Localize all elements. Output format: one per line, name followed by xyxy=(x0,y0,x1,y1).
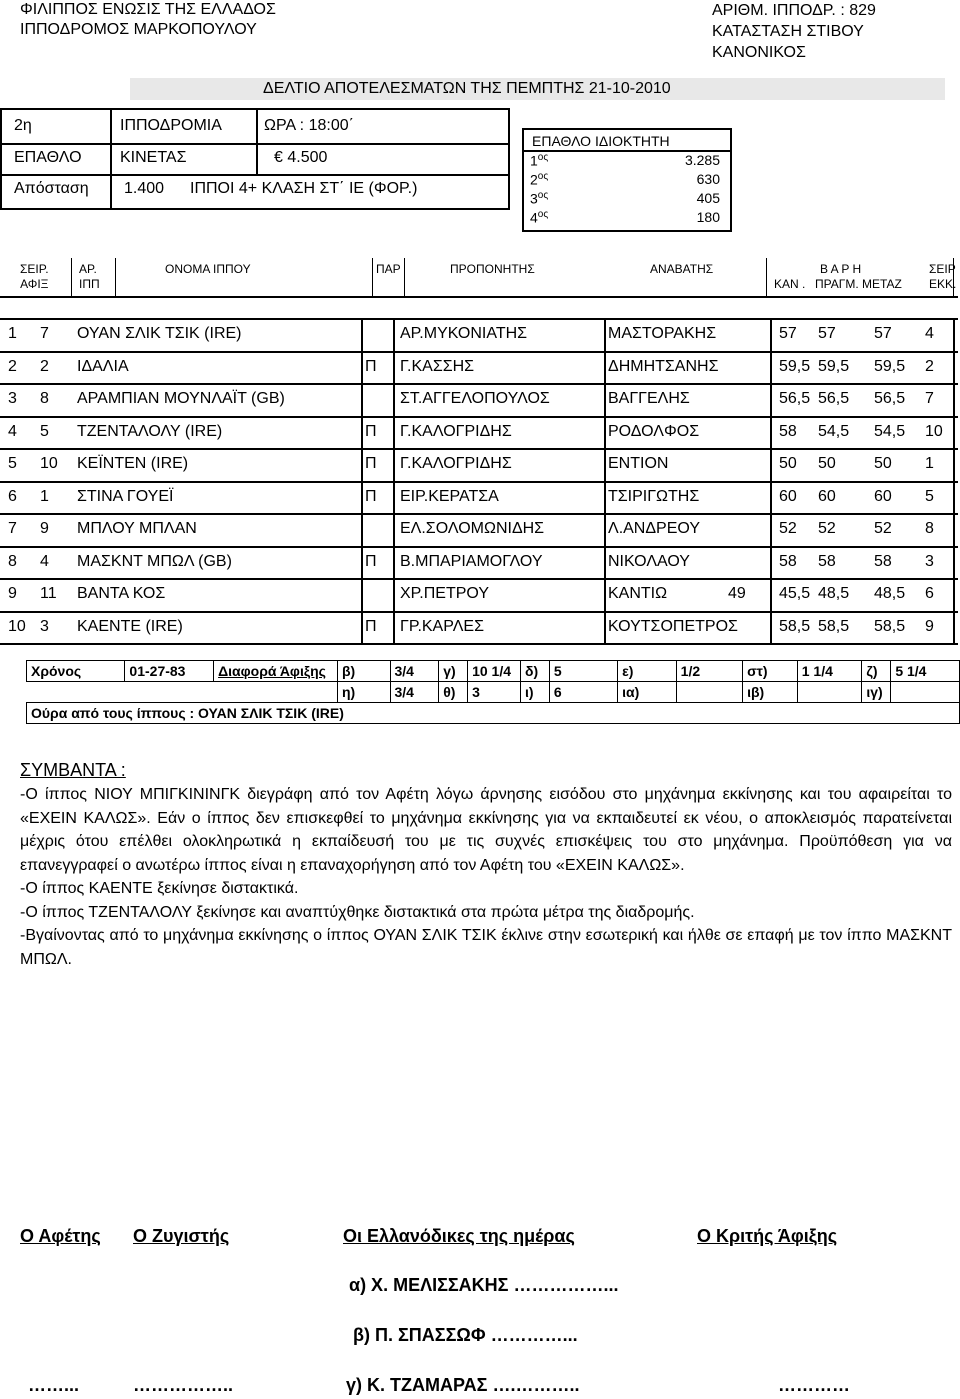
prize-place: 2 xyxy=(530,171,538,188)
row-start-position: 2 xyxy=(925,357,934,375)
row-weight-handicap: 52 xyxy=(779,520,797,537)
row-horse-number: 11 xyxy=(40,585,57,602)
prize-place-suffix: ος xyxy=(537,171,549,182)
steward-b: β) Π. ΣΠΑΣΣΩΦ …………... xyxy=(353,1325,578,1345)
table-row xyxy=(0,613,958,646)
row-weight-handicap: 57 xyxy=(779,325,797,342)
row-jockey: ΚΟΥΤΣΟΠΕΤΡΟΣ xyxy=(608,617,738,635)
row-horse-number: 9 xyxy=(40,520,49,537)
row-weight-carried: 58,5 xyxy=(874,617,906,635)
row-weight-carried: 60 xyxy=(874,487,892,505)
row-start-position: 4 xyxy=(925,325,934,342)
time-label-text: Χρόνος xyxy=(31,663,82,679)
row-weight-actual: 57 xyxy=(818,325,836,342)
weigher-signature: Ο Ζυγιστής xyxy=(133,1226,230,1246)
track-condition-label: ΚΑΤΑΣΤΑΣΗ ΣΤΙΒΟΥ xyxy=(712,23,864,40)
row-weight-carried: 59,5 xyxy=(874,357,906,375)
row-weight-carried: 50 xyxy=(874,455,892,472)
table-row xyxy=(0,385,958,418)
margin-b-label: β) xyxy=(337,661,390,682)
row-weight-handicap: 60 xyxy=(779,487,797,505)
prize-place: 3 xyxy=(530,190,538,207)
row-position: 2 xyxy=(8,357,17,375)
col-horse: ΟΝΟΜΑ ΙΠΠΟΥ xyxy=(165,262,251,276)
prize-place-suffix: ος xyxy=(537,152,549,163)
distance-label: Απόσταση xyxy=(14,180,89,197)
prize-place-suffix: ος xyxy=(537,190,549,201)
meeting-info xyxy=(712,0,876,63)
margin-ia-value xyxy=(676,682,742,703)
row-position: 4 xyxy=(8,422,17,440)
margin-ib-value xyxy=(797,682,862,703)
col-weight-handicap: ΚΑΝ . xyxy=(774,277,806,291)
table-row xyxy=(0,418,958,451)
margin-i-label: ι) xyxy=(521,682,550,703)
prize-row xyxy=(530,152,720,171)
row-horse-name: ΙΔΑΛΙΑ xyxy=(77,357,129,375)
row-weight-carried: 48,5 xyxy=(874,585,906,602)
prize-amount: 630 xyxy=(696,171,720,187)
row-weight-handicap: 50 xyxy=(779,455,797,472)
row-weight-actual: 58 xyxy=(818,552,836,570)
margin-st-label: στ) xyxy=(743,661,798,682)
racecourse-name: ΙΠΠΟΔΡΟΜΟΣ ΜΑΡΚΟΠΟΥΛΟΥ xyxy=(20,21,257,38)
row-trainer: ΕΙΡ.ΚΕΡΑΤΣΑ xyxy=(400,487,499,505)
margin-e-value: 1/2 xyxy=(676,661,742,682)
stewards-signature: Οι Ελλανόδικες της ημέρας xyxy=(343,1226,575,1246)
timing-table xyxy=(26,660,960,724)
margin-ig-label: ιγ) xyxy=(862,682,891,703)
row-horse-name: ΑΡΑΜΠΙΑΝ ΜΟΥΝΛΑΪΤ (GB) xyxy=(77,390,285,407)
prize-place-suffix: ος xyxy=(537,209,549,220)
row-trainer: ΓΡ.ΚΑΡΛΕΣ xyxy=(400,617,484,635)
starter-dots: ……... xyxy=(28,1375,80,1395)
table-row xyxy=(0,515,958,548)
owner-prize-title: ΕΠΑΘΛΟ ΙΔΙΟΚΤΗΤΗ xyxy=(532,133,670,149)
row-horse-name: ΟΥΑΝ ΣΛΙΚ ΤΣΙΚ (IRE) xyxy=(77,325,242,342)
row-position: 9 xyxy=(8,585,17,602)
row-position: 10 xyxy=(8,617,26,635)
row-trainer: Γ.ΚΑΛΟΓΡΙΔΗΣ xyxy=(400,455,512,472)
steward-c: γ) Κ. ΤΖΑΜΑΡΑΣ ….……….. xyxy=(346,1375,580,1395)
row-start-position: 9 xyxy=(925,617,934,635)
col-start-line2: ΕΚΚ. xyxy=(929,277,957,291)
row-weight-handicap: 56,5 xyxy=(779,390,811,407)
row-horse-name: ΚΑΕΝΤΕ (IRE) xyxy=(77,617,183,635)
prize-row xyxy=(530,209,720,228)
margin-d-value: 5 xyxy=(549,661,617,682)
row-start-position: 1 xyxy=(925,455,934,472)
owner-prize-list xyxy=(530,152,720,228)
prize-amount: 405 xyxy=(696,190,720,206)
table-row xyxy=(0,548,958,581)
incidents-section xyxy=(20,760,952,971)
row-position: 3 xyxy=(8,390,17,407)
row-jockey: ΕΝΤΙΟΝ xyxy=(608,455,669,472)
col-number-line2: ΙΠΠ xyxy=(79,277,100,291)
row-trainer: ΑΡ.ΜΥΚΟΝΙΑΤΗΣ xyxy=(400,325,528,342)
margin-z-label: ζ) xyxy=(862,661,891,682)
margin-c-value: 10 1/4 xyxy=(468,661,521,682)
incident-note: -Βγαίνοντας από το μηχάνημα εκκίνησης ο ίππος ΟΥΑΝ ΣΛΙΚ ΤΣΙΚ έκλινε στην εσωτερική και ήλθε σε επαφή με τον ίππο ΜΑΣΚΝΤ ΜΠΩΛ. xyxy=(20,927,952,968)
row-trainer: ΕΛ.ΣΟΛΟΜΩΝΙΔΗΣ xyxy=(400,520,545,537)
row-par: Π xyxy=(365,617,377,635)
track-condition: ΚΑΝΟΝΙΚΟΣ xyxy=(712,44,806,61)
row-weight-handicap: 45,5 xyxy=(779,585,811,602)
owner-prize-box xyxy=(522,128,732,232)
row-weight-actual: 48,5 xyxy=(818,585,850,602)
row-position: 8 xyxy=(8,552,17,570)
row-position: 6 xyxy=(8,487,17,505)
table-row xyxy=(0,353,958,386)
row-horse-name: ΚΕΪΝΤΕΝ (IRE) xyxy=(77,455,189,472)
margin-ib-label: ιβ) xyxy=(743,682,798,703)
margin-ia-label: ια) xyxy=(618,682,677,703)
row-position: 7 xyxy=(8,520,17,537)
margin-h-label: η) xyxy=(337,682,390,703)
col-start xyxy=(929,262,956,292)
prize-label: ΕΠΑΘΛΟ xyxy=(14,149,82,166)
row-horse-number: 3 xyxy=(40,617,49,635)
row-horse-name: ΜΠΛΟΥ ΜΠΛΑΝ xyxy=(77,520,197,537)
time-label xyxy=(27,661,125,682)
race-info-box xyxy=(0,108,510,210)
row-jockey: ΔΗΜΗΤΣΑΝΗΣ xyxy=(608,357,719,375)
margin-i-value: 6 xyxy=(549,682,617,703)
row-par: Π xyxy=(365,487,377,505)
row-start-position: 8 xyxy=(925,520,934,537)
row-jockey: ΜΑΣΤΟΡΑΚΗΣ xyxy=(608,325,717,342)
row-start-position: 3 xyxy=(925,552,934,570)
margin-b-value: 3/4 xyxy=(390,661,439,682)
timing-box xyxy=(26,660,960,724)
col-jockey: ΑΝΑΒΑΤΗΣ xyxy=(650,262,714,276)
race-number: 2η xyxy=(14,117,32,134)
row-jockey-allowance: 49 xyxy=(728,585,746,602)
col-order-line1: ΣΕΙΡ. xyxy=(20,262,49,276)
row-horse-number: 2 xyxy=(40,357,49,375)
row-jockey: Λ.ΑΝΔΡΕΟΥ xyxy=(608,520,700,537)
row-horse-number: 10 xyxy=(40,455,58,472)
race-distance: 1.400 xyxy=(124,180,165,197)
margin-e-label: ε) xyxy=(618,661,677,682)
association-header xyxy=(20,0,276,40)
incidents-title: ΣΥΜΒΑΝΤΑ : xyxy=(20,760,126,780)
row-weight-handicap: 58 xyxy=(779,422,797,440)
row-weight-actual: 50 xyxy=(818,455,836,472)
row-trainer: ΣΤ.ΑΓΓΕΛΟΠΟΥΛΟΣ xyxy=(400,390,550,407)
row-weight-carried: 52 xyxy=(874,520,892,537)
row-start-position: 10 xyxy=(925,422,943,440)
row-jockey: ΚΑΝΤΙΩ xyxy=(608,585,668,602)
row-horse-number: 7 xyxy=(40,325,49,342)
meeting-number: ΑΡΙΘΜ. ΙΠΠΟΔΡ. : 829 xyxy=(712,2,876,19)
row-horse-number: 4 xyxy=(40,552,49,570)
row-start-position: 7 xyxy=(925,390,934,407)
prize-row xyxy=(530,190,720,209)
row-trainer: Γ.ΚΑΣΣΗΣ xyxy=(400,357,475,375)
incident-note: -Ο ίππος ΤΖΕΝΤΑΛΟΛΥ ξεκίνησε και αναπτύχθηκε διστακτικά στα πρώτα μέτρα της διαδρομής. xyxy=(20,903,695,921)
margin-z-value: 5 1/4 xyxy=(891,661,960,682)
row-weight-actual: 56,5 xyxy=(818,390,850,407)
race-time: ΩΡΑ : 18:00΄ xyxy=(264,117,354,134)
col-weight-carried: ΜΕΤΑΖ xyxy=(862,277,902,291)
time-value-text: 01-27-83 xyxy=(129,663,186,679)
starter-signature: Ο Αφέτης xyxy=(20,1226,101,1246)
col-weights: Β Α Ρ Η xyxy=(820,262,862,276)
row-position: 1 xyxy=(8,325,17,342)
margin-label-text: Διαφορά Άφιξης xyxy=(218,663,326,679)
row-horse-name: ΤΖΕΝΤΑΛΟΛΥ (IRE) xyxy=(77,422,223,440)
table-row xyxy=(0,483,958,516)
row-horse-name: ΣΤΙΝΑ ΓΟΥΕΪ xyxy=(77,487,174,505)
margin-th-label: θ) xyxy=(439,682,468,703)
row-weight-actual: 54,5 xyxy=(818,422,850,440)
row-horse-number: 8 xyxy=(40,390,49,407)
prize-amount: 180 xyxy=(696,209,720,225)
race-label: ΙΠΠΟΔΡΟΜΙΑ xyxy=(120,117,222,134)
row-horse-number: 5 xyxy=(40,422,49,440)
row-trainer: ΧΡ.ΠΕΤΡΟΥ xyxy=(400,585,490,602)
col-order xyxy=(20,262,49,292)
association-name: ΦΙΛΙΠΠΟΣ ΕΝΩΣΙΣ ΤΗΣ ΕΛΛΑΔΟΣ xyxy=(20,1,276,18)
prize-place: 4 xyxy=(530,209,538,226)
row-weight-actual: 60 xyxy=(818,487,836,505)
row-trainer: Γ.ΚΑΛΟΓΡΙΔΗΣ xyxy=(400,422,512,440)
col-trainer: ΠΡΟΠΟΝΗΤΗΣ xyxy=(450,262,535,276)
row-jockey: ΤΣΙΡΙΓΩΤΗΣ xyxy=(608,487,700,505)
judge-dots: ………… xyxy=(778,1375,850,1395)
row-weight-handicap: 58 xyxy=(779,552,797,570)
row-weight-actual: 52 xyxy=(818,520,836,537)
race-prize: € 4.500 xyxy=(274,149,328,166)
results-header xyxy=(0,258,958,298)
prize-row xyxy=(530,171,720,190)
margin-c-label: γ) xyxy=(439,661,468,682)
weigher-dots: …………….. xyxy=(133,1375,234,1395)
race-class: ΙΠΠΟΙ 4+ ΚΛΑΣΗ ΣΤ΄ ΙΕ (ΦΟΡ.) xyxy=(190,180,418,197)
row-horse-name: ΒΑΝΤΑ ΚΟΣ xyxy=(77,585,166,602)
bulletin-title-bar xyxy=(130,78,945,100)
col-weight-actual: ΠΡΑΓΜ. xyxy=(815,277,859,291)
row-jockey: ΡΟΔΟΛΦΟΣ xyxy=(608,422,700,440)
results-table xyxy=(0,318,958,645)
col-order-line2: ΑΦΙΞ xyxy=(20,277,49,291)
row-weight-handicap: 58,5 xyxy=(779,617,811,635)
margin-d-label: δ) xyxy=(521,661,550,682)
row-weight-actual: 59,5 xyxy=(818,357,850,375)
steward-a: α) Χ. ΜΕΛΙΣΣΑΚΗΣ ……………... xyxy=(349,1275,619,1295)
row-start-position: 5 xyxy=(925,487,934,505)
col-par: ΠΑΡ xyxy=(376,262,401,276)
row-horse-number: 1 xyxy=(40,487,49,505)
row-horse-name: ΜΑΣΚΝΤ ΜΠΩΛ (GB) xyxy=(77,552,232,570)
row-jockey: ΒΑΓΓΕΛΗΣ xyxy=(608,390,690,407)
prize-amount: 3.285 xyxy=(684,152,720,168)
row-par: Π xyxy=(365,552,377,570)
row-weight-handicap: 59,5 xyxy=(779,357,811,375)
table-row xyxy=(0,320,958,353)
margin-st-value: 1 1/4 xyxy=(797,661,862,682)
row-trainer: Β.ΜΠΑΡΙΑΜΟΓΛΟΥ xyxy=(400,552,543,570)
row-weight-carried: 54,5 xyxy=(874,422,906,440)
row-start-position: 6 xyxy=(925,585,934,602)
table-row xyxy=(0,580,958,613)
last-horse: Ούρα από τους ίππους : ΟΥΑΝ ΣΛΙΚ ΤΣΙΚ (IRE) xyxy=(27,703,960,724)
row-par: Π xyxy=(365,357,377,375)
row-weight-carried: 57 xyxy=(874,325,892,342)
margin-ig-value xyxy=(891,682,960,703)
col-start-line1: ΣΕΙΡ xyxy=(929,262,956,276)
race-name: ΚΙΝΕΤΑΣ xyxy=(120,149,187,166)
row-weight-carried: 58 xyxy=(874,552,892,570)
time-value xyxy=(125,661,214,682)
judge-signature: Ο Κριτής Άφιξης xyxy=(697,1226,838,1246)
row-weight-actual: 58,5 xyxy=(818,617,850,635)
col-number xyxy=(79,262,100,292)
margin-h-value: 3/4 xyxy=(390,682,439,703)
row-weight-carried: 56,5 xyxy=(874,390,906,407)
table-row xyxy=(0,450,958,483)
margin-label xyxy=(214,661,338,682)
col-number-line1: ΑΡ. xyxy=(79,262,97,276)
margin-th-value: 3 xyxy=(468,682,521,703)
prize-place: 1 xyxy=(530,152,538,169)
incident-note: -Ο ίππος ΝΙΟΥ ΜΠΙΓΚΙΝΙΝΓΚ διεγράφη από τον Αφέτη λόγω άρνησης εισόδου στο μηχάνημα εκκίνησης και του αφαιρείται το «ΕΧΕΙΝ ΚΑΛΩΣ». Εάν ο ίππος δεν επισκεφθεί το μηχάνημα εκκίνησης για να εκπαιδευτεί εκ νέου, ο αποκλεισμός παρατείνεται μέχρις ότου επέλθει ολοκληρωτικά η εκπαίδευσή του με τις συχνές επισκέψεις του στο μηχάνημα. Προϋπόθεση για να επανεγγραφεί ο ανωτέρω ίππος είναι η επαναχορήγηση από τον Αφέτη του «ΕΧΕΙΝ ΚΑΛΩΣ». xyxy=(20,786,952,874)
bulletin-title: ΔΕΛΤΙΟ ΑΠΟΤΕΛΕΣΜΑΤΩΝ ΤΗΣ ΠΕΜΠΤΗΣ 21-10-2010 xyxy=(263,80,671,97)
row-position: 5 xyxy=(8,455,17,472)
row-par: Π xyxy=(365,455,377,472)
row-par: Π xyxy=(365,422,377,440)
incident-note: -Ο ίππος ΚΑΕΝΤΕ ξεκίνησε διστακτικά. xyxy=(20,880,299,897)
row-jockey: ΝΙΚΟΛΑΟΥ xyxy=(608,552,690,570)
